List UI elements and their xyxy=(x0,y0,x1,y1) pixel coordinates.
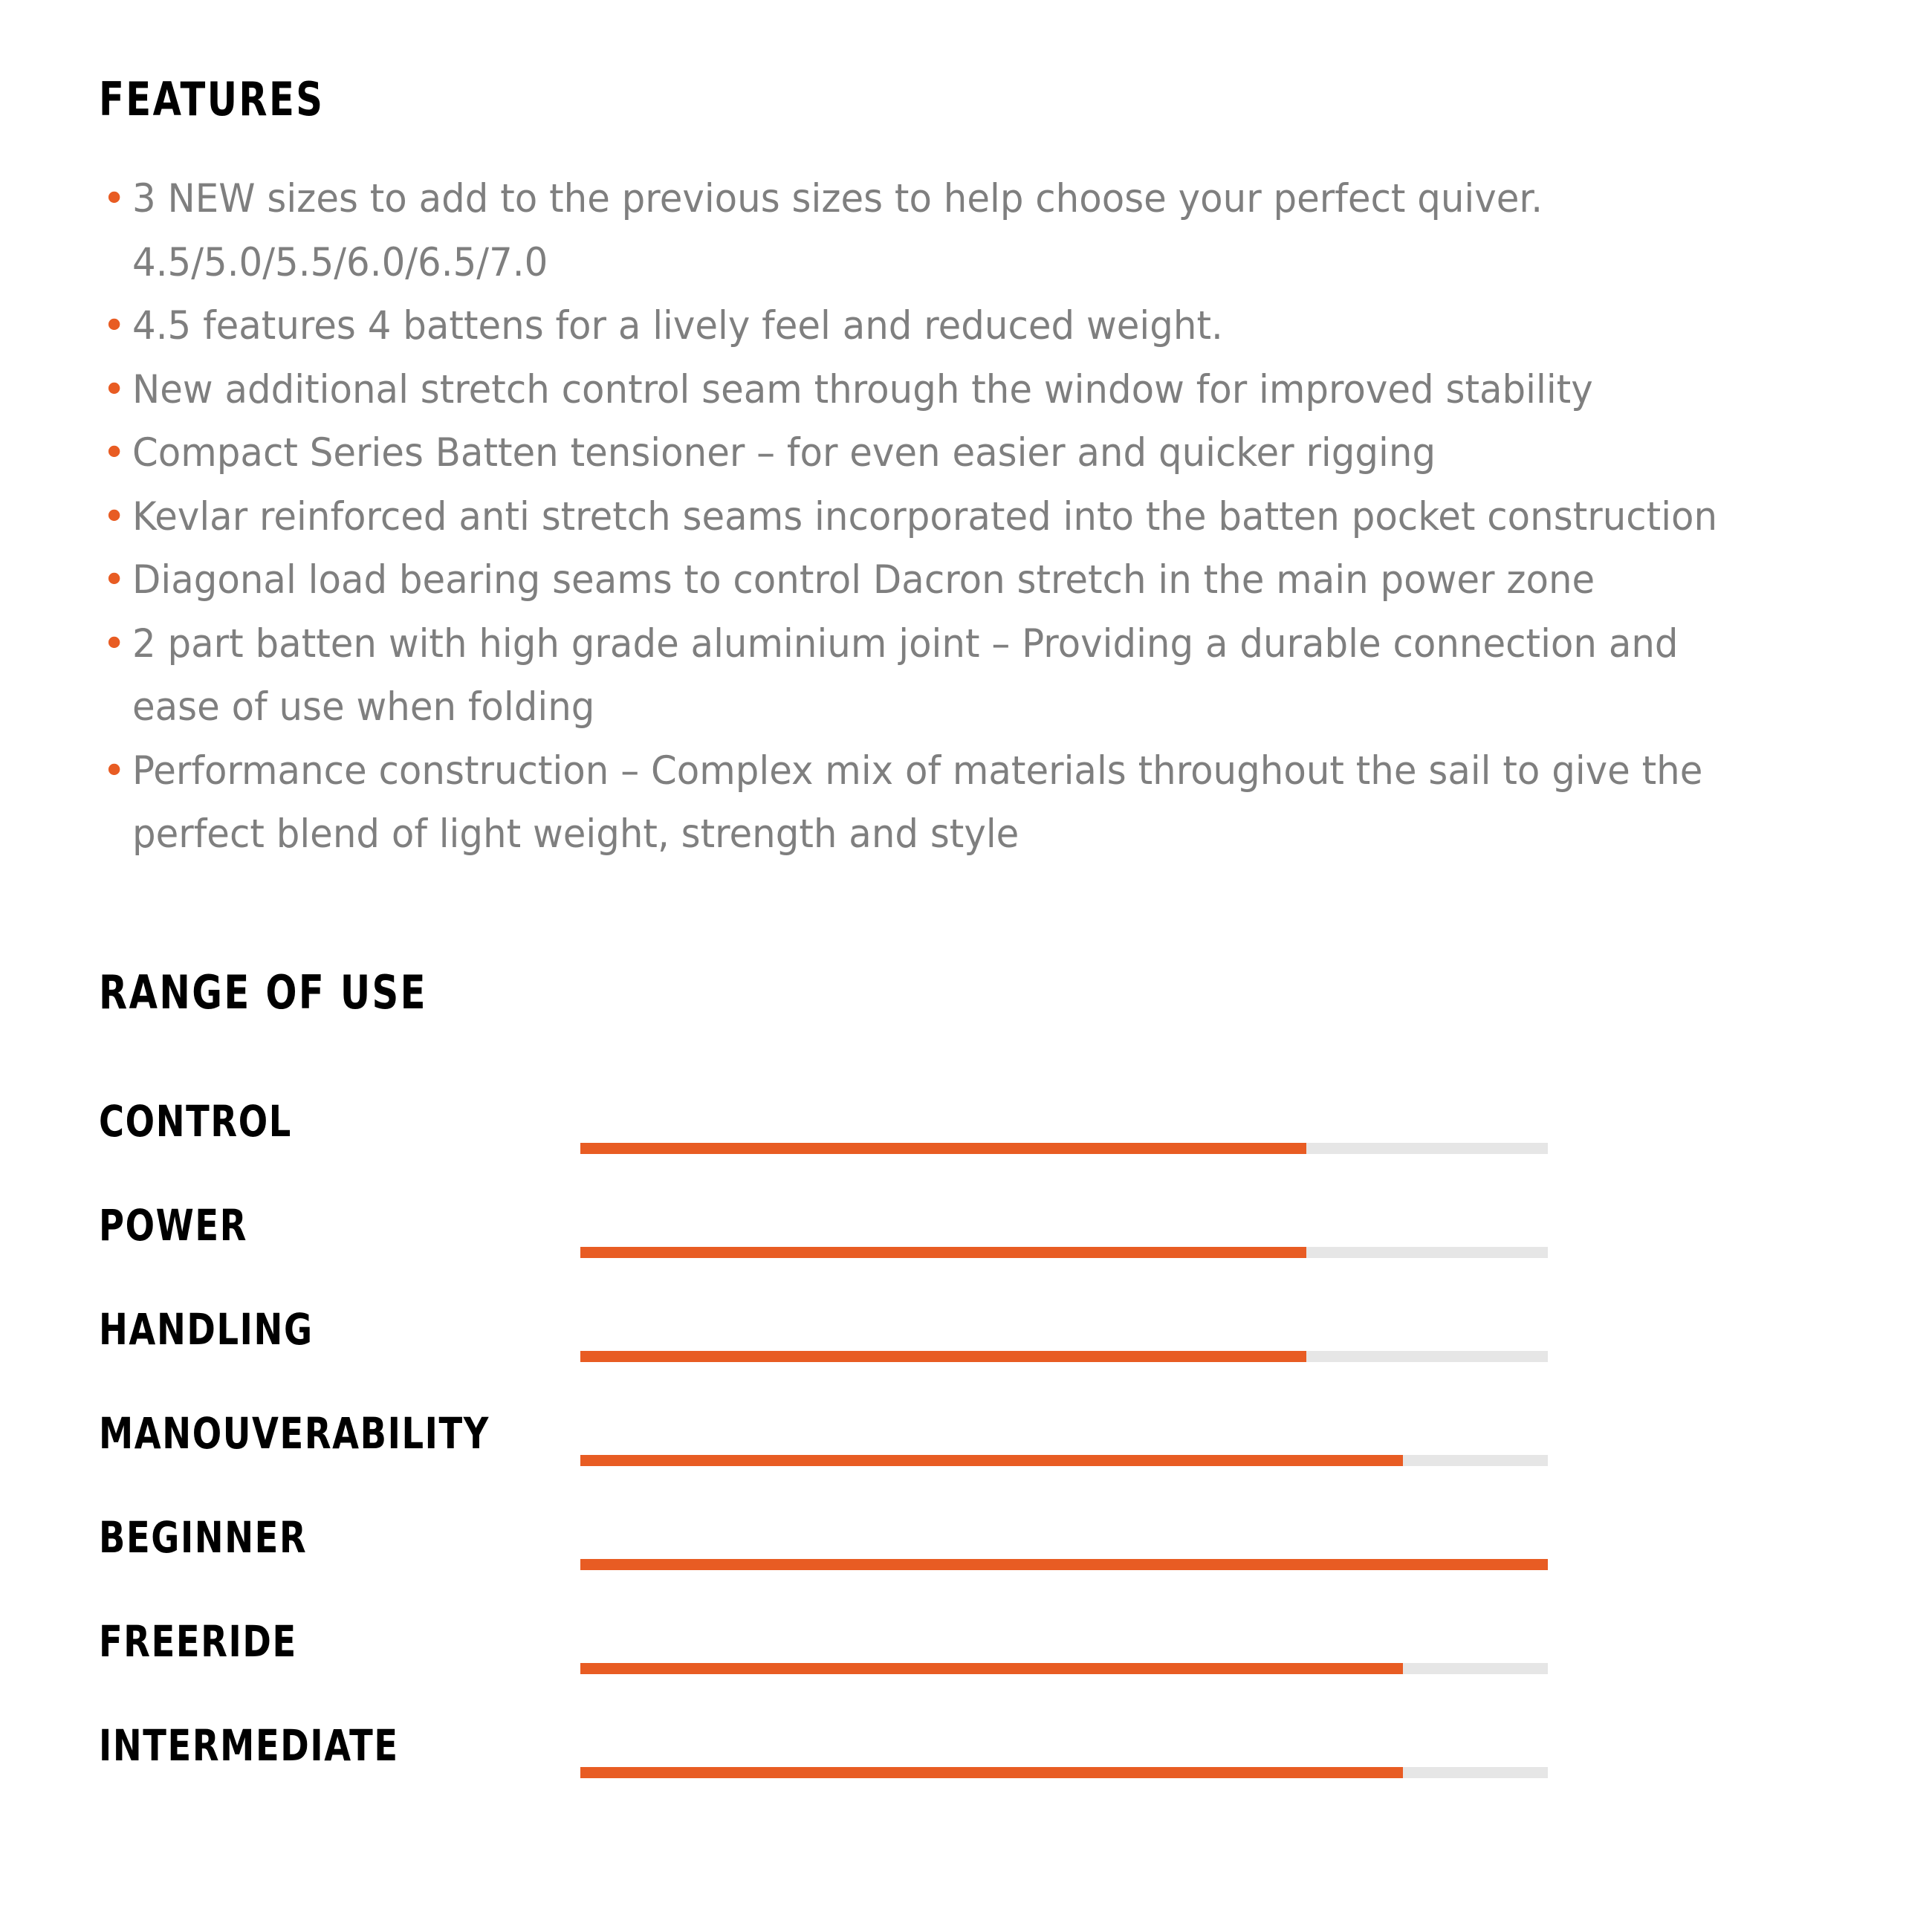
rating-bar-fill xyxy=(580,1663,1403,1674)
features-list xyxy=(99,167,1897,866)
bullet-icon: • xyxy=(103,620,126,667)
feature-text: Compact Series Batten tensioner – for even easier and quicker rigging xyxy=(132,430,1436,476)
feature-text: 2 part batten with high grade aluminium joint – Providing a durable connection and xyxy=(132,620,1679,667)
range-of-use-ratings xyxy=(99,1096,1882,1828)
bullet-icon: • xyxy=(103,176,126,221)
rating-bar-track xyxy=(580,1767,1548,1778)
rating-bar-track xyxy=(580,1455,1548,1466)
rating-bar-fill xyxy=(580,1247,1306,1258)
features-heading: FEATURES xyxy=(99,72,325,126)
rating-bar-fill xyxy=(580,1559,1548,1570)
rating-bar-track xyxy=(580,1143,1548,1154)
rating-bar-track xyxy=(580,1559,1548,1570)
product-spec-page xyxy=(99,0,1882,1932)
feature-item xyxy=(99,485,1897,549)
feature-text: New additional stretch control seam through the window for improved stability xyxy=(132,366,1593,412)
rating-bar-track xyxy=(580,1247,1548,1258)
feature-item xyxy=(99,612,1897,739)
bullet-icon: • xyxy=(103,303,126,349)
feature-item xyxy=(99,358,1897,422)
rating-label: CONTROL xyxy=(99,1096,292,1147)
bullet-icon: • xyxy=(103,557,126,603)
feature-text-continued: perfect blend of light weight, strength and style xyxy=(132,811,1020,857)
feature-text: Diagonal load bearing seams to control Dacron stretch in the main power zone xyxy=(132,557,1595,603)
rating-bar-fill xyxy=(580,1351,1306,1362)
rating-label: POWER xyxy=(99,1200,248,1251)
rating-label: FREERIDE xyxy=(99,1616,297,1667)
rating-bar-fill xyxy=(580,1455,1403,1466)
feature-text-continued: 4.5/5.0/5.5/6.0/6.5/7.0 xyxy=(132,239,548,285)
bullet-icon: • xyxy=(103,366,126,412)
feature-item xyxy=(99,548,1897,612)
rating-label: BEGINNER xyxy=(99,1512,308,1563)
feature-text: Performance construction – Complex mix of materials throughout the sail to give the xyxy=(132,748,1703,794)
rating-row-power xyxy=(99,1200,1882,1308)
rating-row-handling xyxy=(99,1304,1882,1412)
rating-row-manouverability xyxy=(99,1408,1882,1516)
rating-bar-track xyxy=(580,1663,1548,1674)
feature-text-continued: ease of use when folding xyxy=(132,684,595,730)
rating-bar-fill xyxy=(580,1143,1306,1154)
rating-row-freeride xyxy=(99,1616,1882,1724)
feature-text: 3 NEW sizes to add to the previous sizes to help choose your perfect quiver. xyxy=(132,176,1543,221)
rating-row-control xyxy=(99,1096,1882,1204)
rating-row-beginner xyxy=(99,1512,1882,1620)
rating-bar-fill xyxy=(580,1767,1403,1778)
bullet-icon: • xyxy=(103,748,126,794)
feature-text: Kevlar reinforced anti stretch seams incorporated into the batten pocket construction xyxy=(132,493,1718,539)
bullet-icon: • xyxy=(103,430,126,476)
rating-bar-track xyxy=(580,1351,1548,1362)
feature-item xyxy=(99,167,1897,294)
bullet-icon: • xyxy=(103,493,126,539)
rating-label: HANDLING xyxy=(99,1304,314,1355)
feature-item xyxy=(99,294,1897,358)
rating-label: MANOUVERABILITY xyxy=(99,1408,490,1459)
rating-row-intermediate xyxy=(99,1720,1882,1828)
rating-label: INTERMEDIATE xyxy=(99,1720,399,1771)
range-of-use-heading: RANGE OF USE xyxy=(99,965,427,1020)
feature-item xyxy=(99,739,1897,866)
feature-text: 4.5 features 4 battens for a lively feel and reduced weight. xyxy=(132,303,1223,349)
feature-item xyxy=(99,421,1897,485)
